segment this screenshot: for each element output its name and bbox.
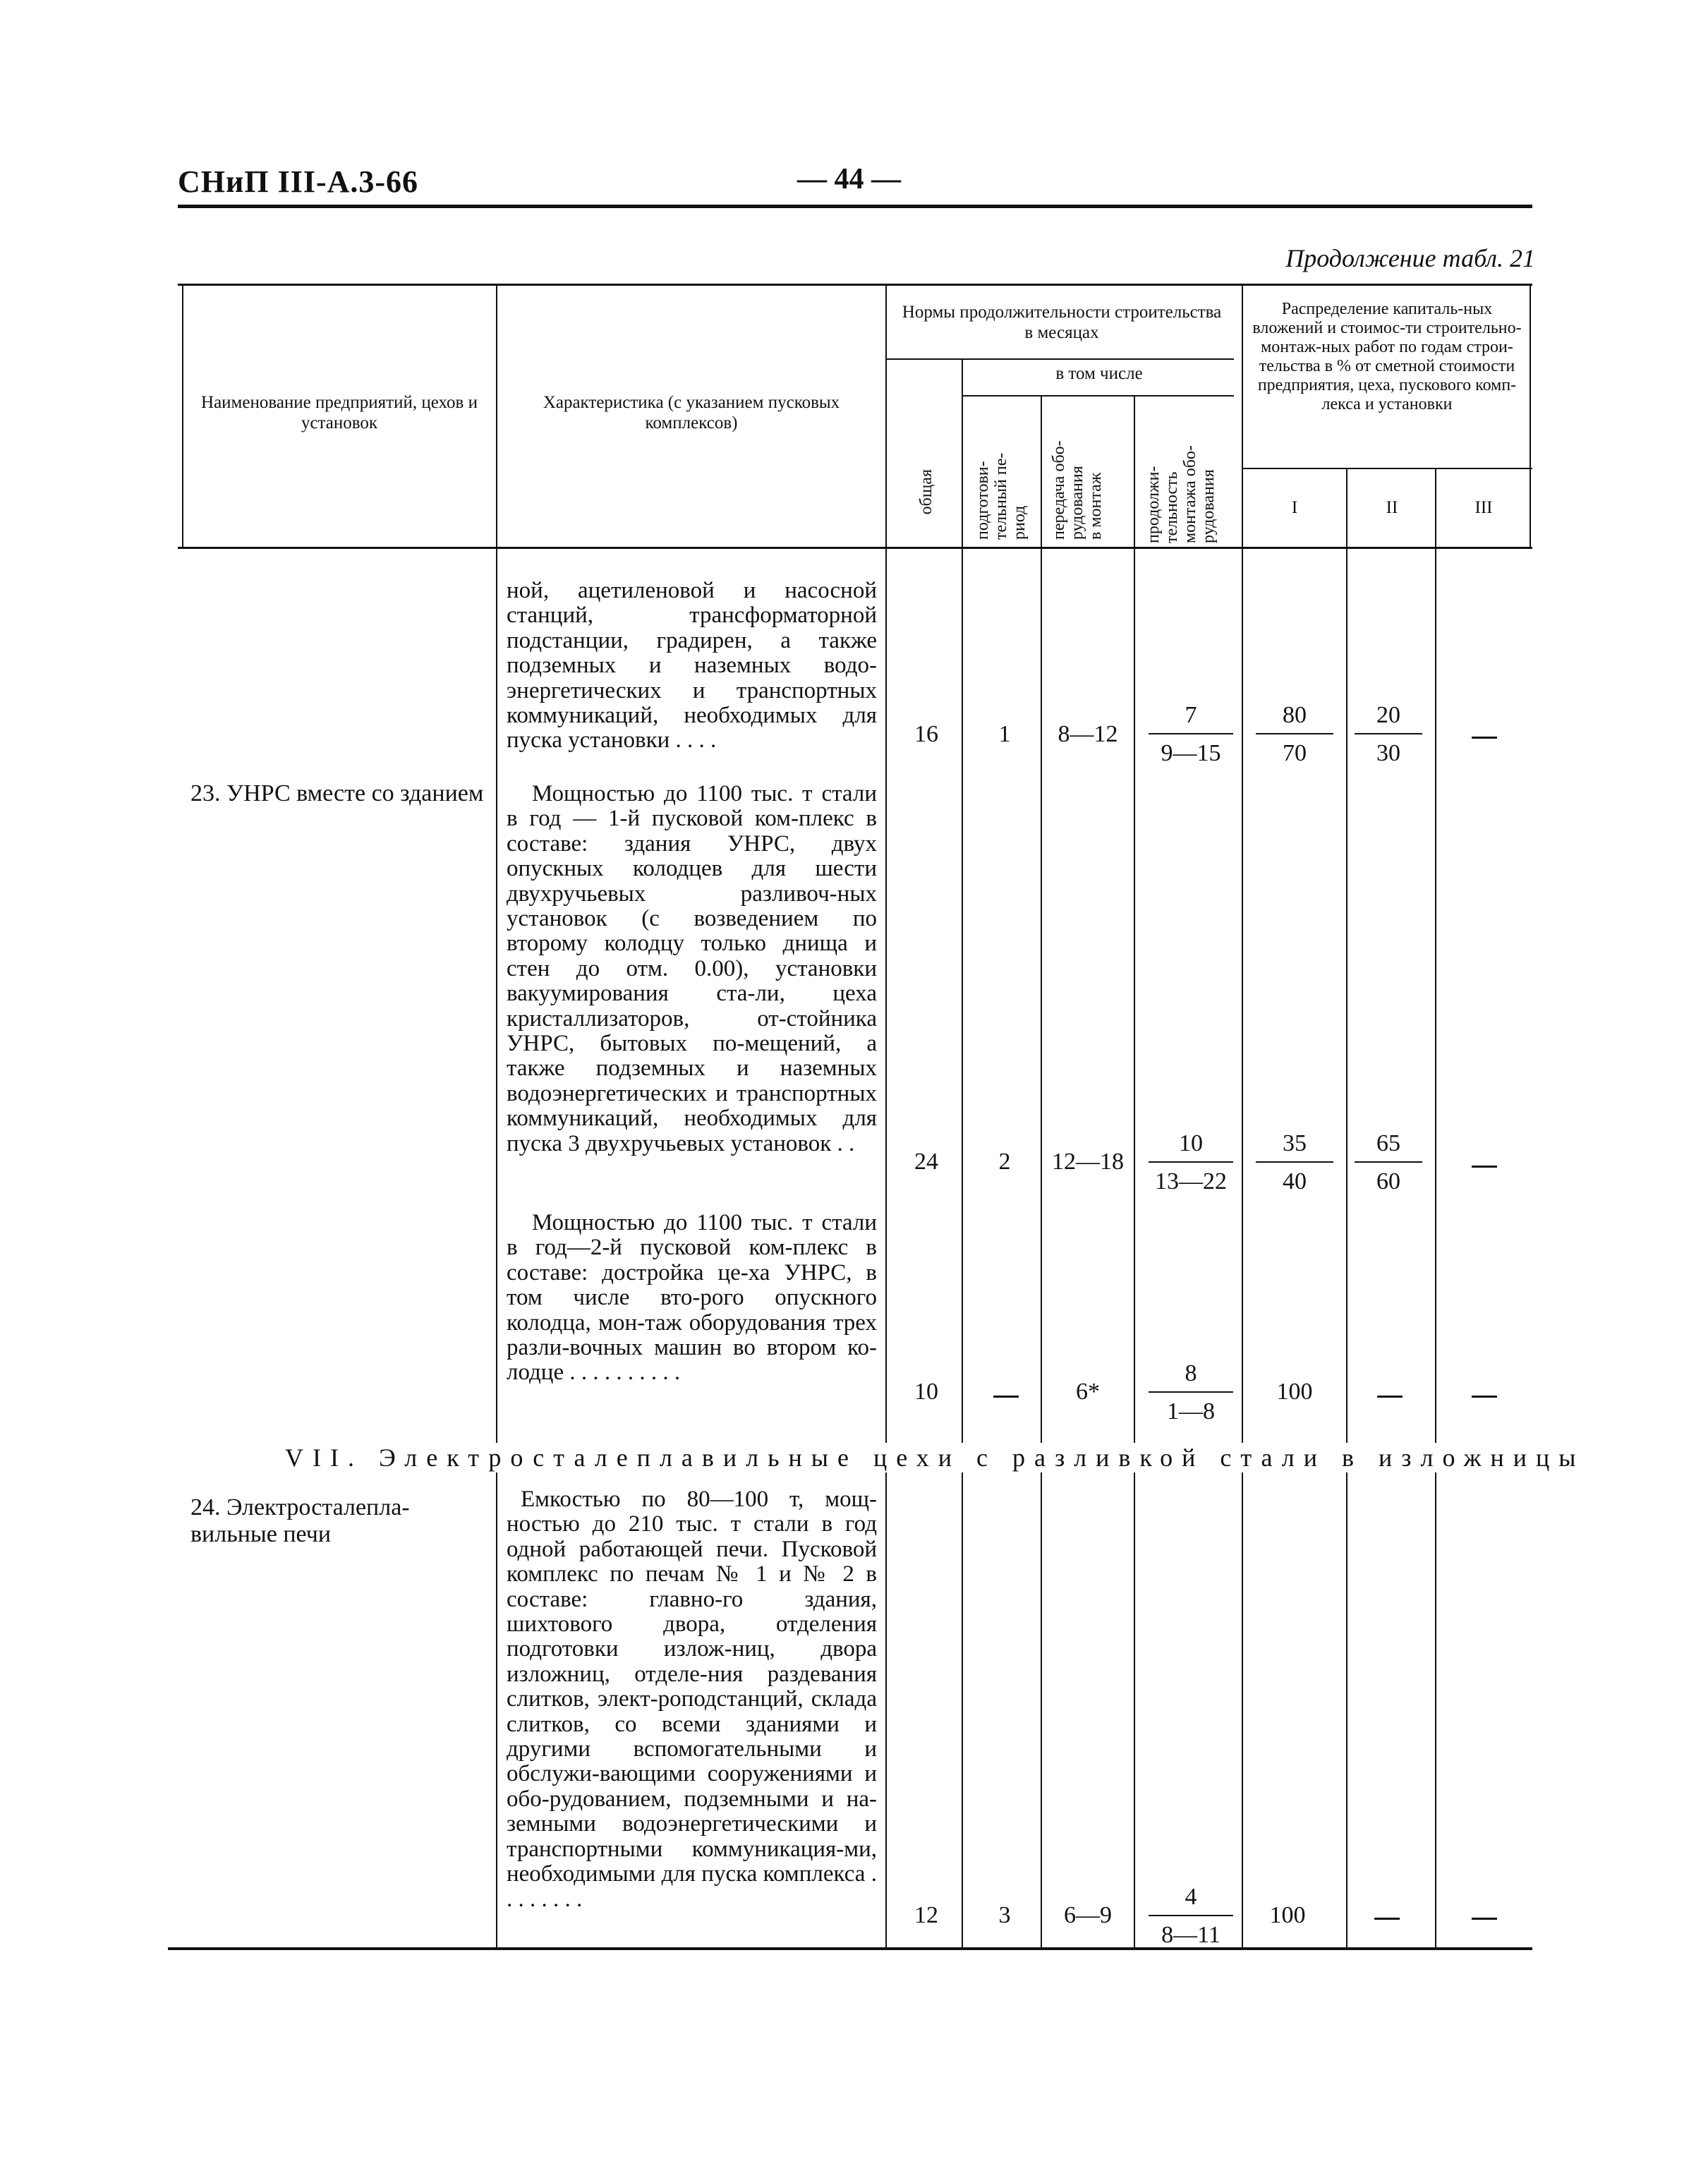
cell-duration bbox=[1149, 702, 1233, 767]
row-description: ной, ацетиленовой и насосной станций, трансформаторной подстанции, градирен, а также подземных и наземных водо-энергетических и транспортных коммуникаций, необходимых для пуска установки . . . . bbox=[507, 578, 877, 754]
fraction-denominator: 30 bbox=[1376, 740, 1400, 766]
fraction-denominator: 1—8 bbox=[1167, 1398, 1215, 1424]
fraction-bar bbox=[1256, 733, 1333, 734]
table-header-rule bbox=[178, 547, 1532, 549]
fraction-bar bbox=[1256, 1161, 1333, 1163]
cell-year2 bbox=[1355, 702, 1422, 767]
cell-transfer: 6—9 bbox=[1064, 1902, 1112, 1928]
col-header-year2: II bbox=[1386, 498, 1398, 517]
fraction-numerator: 4 bbox=[1185, 1884, 1197, 1910]
fraction-bar bbox=[1149, 1391, 1233, 1393]
fraction-numerator: 65 bbox=[1376, 1130, 1400, 1156]
fraction-numerator: 7 bbox=[1185, 702, 1197, 728]
col-header-characteristic: Характеристика (с указанием пусковых комплексов) bbox=[543, 393, 840, 432]
fraction-denominator: 8—11 bbox=[1161, 1922, 1221, 1948]
cell-prep: 3 bbox=[998, 1902, 1011, 1928]
col-header-including: в том числе bbox=[1055, 364, 1143, 383]
col-line-y2 bbox=[1435, 468, 1436, 1947]
row-description: Мощностью до 1100 тыс. т стали в год — 1-й пусковой ком-плекс в составе: здания УНРС, двух опускных колодцев для шести двухручьевых разливоч-ных установок (с возведением по второму колодцу только днища и стен до отм. 0.00), установки вакуумирования ста-ли, цеха кристаллизаторов, от-стойника УНРС, бытовых по-мещений, а также подземных и наземных водоэнергетических и транспортных коммуникаций, необходимых для пуска 3 двухручьевых установок . . bbox=[507, 781, 877, 1156]
col-line-name bbox=[496, 284, 497, 1947]
col-header-duration: продолжи- тельность монтажа обо- рудования bbox=[1144, 445, 1218, 543]
table-bottom-rule bbox=[168, 1947, 1532, 1950]
header-rule-including bbox=[962, 395, 1234, 397]
fraction-bar bbox=[1355, 733, 1422, 734]
header-rule-distribution bbox=[1242, 468, 1532, 469]
fraction-numerator: 10 bbox=[1179, 1130, 1203, 1156]
fraction-denominator: 40 bbox=[1283, 1168, 1307, 1194]
cell-year1: 100 bbox=[1276, 1379, 1313, 1405]
cell-year1: 100 bbox=[1269, 1902, 1306, 1928]
col-header-transfer: передача обо- рудования в монтаж bbox=[1050, 440, 1105, 540]
cell-duration bbox=[1149, 1130, 1233, 1195]
fraction-denominator: 9—15 bbox=[1161, 740, 1221, 766]
col-line-prep bbox=[1041, 395, 1042, 1947]
header-rule bbox=[178, 205, 1532, 208]
cell-prep-dash bbox=[993, 1396, 1019, 1398]
col-line-total bbox=[962, 358, 963, 1947]
col-line-duration bbox=[1242, 284, 1243, 1947]
cell-year3-dash bbox=[1472, 737, 1497, 739]
col-header-distribution: Распределение капиталь-ных вложений и стоимос-ти строительно-монтаж-ных работ по годам строи-тельства в % от сметной стоимости предприятия, цеха, пускового комп-лекса и установки bbox=[1252, 300, 1522, 413]
row-description: Емкостью по 80—100 т, мощ-ностью до 210 тыс. т стали в год одной работающей печи. Пусковой комплекс по печам № 1 и № 2 в составе: главно-го здания, шихтового двора, отделения подготовки излож-ниц, двора изложниц, отделе-ния раздевания слитков, элект-роподстанций, склада слитков, со всеми зданиями и другими вспомогательными и обслужи-вающими сооружениями и обо-рудованием, подземными и на-земными водоэнергетическими и транспортными коммуникация-ми, необходимыми для пуска комплекса . . . . . . . . bbox=[507, 1487, 877, 1912]
cell-year2-dash bbox=[1377, 1396, 1403, 1398]
fraction-bar bbox=[1149, 1915, 1233, 1916]
fraction-numerator: 20 bbox=[1376, 702, 1400, 728]
row-description: Мощностью до 1100 тыс. т стали в год—2-й пусковой ком-плекс в составе: достройка це-ха УНРС, в том числе вто-рого опускного колодца, мон-таж оборудования трех разли-вочных машин во втором ко-лодце . . . . . . . . . . bbox=[507, 1210, 877, 1386]
cell-transfer: 6* bbox=[1076, 1379, 1100, 1405]
fraction-numerator: 35 bbox=[1283, 1130, 1307, 1156]
col-header-year3: III bbox=[1474, 498, 1493, 517]
cell-total: 12 bbox=[914, 1902, 938, 1928]
fraction-denominator: 60 bbox=[1376, 1168, 1400, 1194]
document-code: СНиП III-А.3-66 bbox=[178, 164, 419, 199]
cell-year3-dash bbox=[1472, 1396, 1497, 1398]
fraction-numerator: 8 bbox=[1185, 1360, 1197, 1386]
cell-duration bbox=[1149, 1360, 1233, 1425]
col-header-prep: подготови- тельный пе- риод bbox=[974, 452, 1029, 540]
header-rule-norms bbox=[885, 358, 1234, 360]
fraction-bar bbox=[1149, 733, 1233, 734]
cell-year3-dash bbox=[1472, 1918, 1497, 1920]
cell-total: 16 bbox=[914, 721, 938, 747]
col-line-y1 bbox=[1346, 468, 1347, 1947]
cell-transfer: 12—18 bbox=[1052, 1149, 1124, 1175]
cell-duration bbox=[1149, 1884, 1233, 1949]
cell-year1 bbox=[1256, 1130, 1333, 1195]
col-line-right bbox=[1530, 284, 1531, 548]
cell-total: 10 bbox=[914, 1379, 938, 1405]
cell-year1 bbox=[1256, 702, 1333, 767]
fraction-denominator: 70 bbox=[1283, 740, 1307, 766]
page-number: — 44 — bbox=[797, 163, 901, 195]
col-line-left bbox=[182, 284, 183, 548]
fraction-bar bbox=[1355, 1161, 1422, 1163]
col-line-desc bbox=[885, 284, 887, 1947]
col-header-total: общая bbox=[917, 469, 935, 515]
row-name: 24. Электросталепла-вильные печи bbox=[190, 1494, 410, 1547]
col-header-year1: I bbox=[1291, 498, 1298, 517]
cell-year3-dash bbox=[1472, 1166, 1497, 1168]
cell-year2 bbox=[1355, 1130, 1422, 1195]
col-line-transfer bbox=[1134, 395, 1135, 1947]
fraction-bar bbox=[1149, 1161, 1233, 1163]
table-caption: Продолжение табл. 21 bbox=[1285, 244, 1535, 272]
cell-prep: 1 bbox=[998, 721, 1011, 747]
row-name: 23. УНРС вместе со зданием bbox=[190, 780, 484, 806]
fraction-numerator: 80 bbox=[1283, 702, 1307, 728]
col-header-name: Наименование предприятий, цехов и установок bbox=[201, 393, 478, 432]
cell-transfer: 8—12 bbox=[1058, 721, 1118, 747]
section-title: VII. Электросталеплавильные цехи с разливкой стали в изложницы bbox=[282, 1443, 1587, 1472]
table-top-rule bbox=[178, 284, 1532, 286]
cell-year2-dash bbox=[1374, 1918, 1400, 1920]
fraction-denominator: 13—22 bbox=[1155, 1168, 1227, 1194]
cell-prep: 2 bbox=[998, 1149, 1011, 1175]
col-header-norms: Нормы продолжительности строительства в месяцах bbox=[902, 303, 1222, 342]
cell-total: 24 bbox=[914, 1149, 938, 1175]
